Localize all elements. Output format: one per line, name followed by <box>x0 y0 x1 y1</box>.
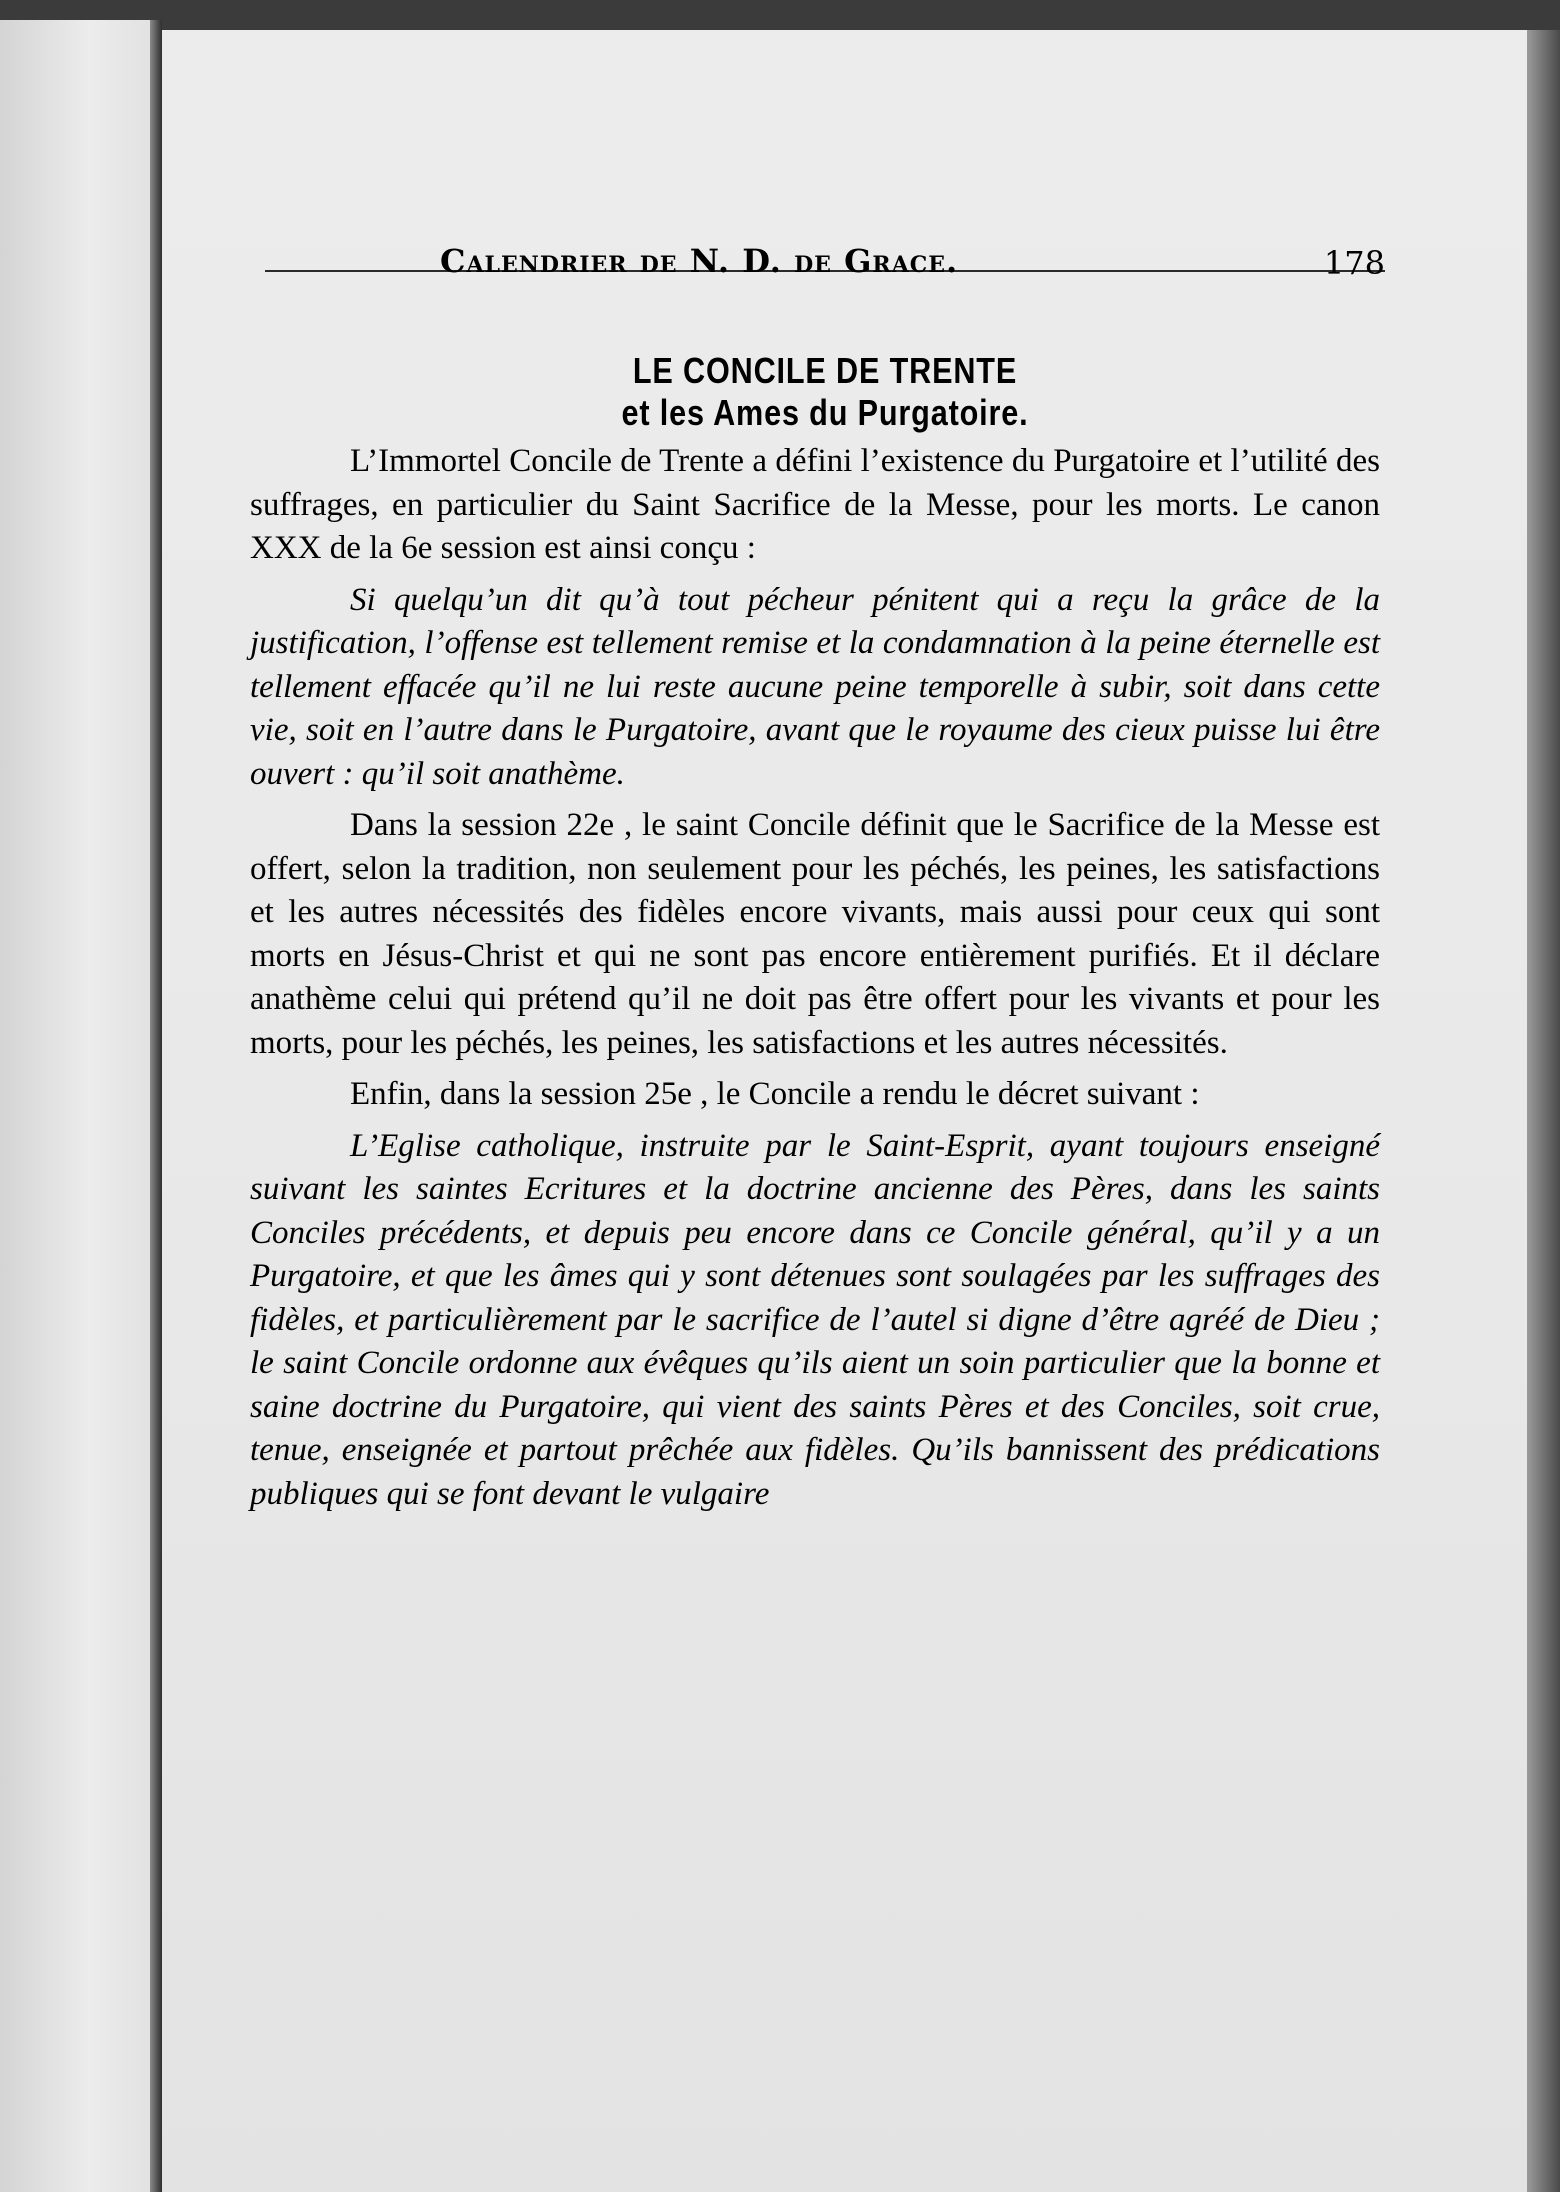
page-number: 178 <box>1323 244 1385 282</box>
paragraph: L’Eglise catholique, instruite par le Saint-Esprit, ayant toujours enseigné suivant les saintes Ecritures et la doctrine ancienne des Pères, dans les saints Conciles précédents, et depuis peu encore dans ce Concile général, qu’il y a un Purgatoire, et que les âmes qui y sont détenues sont soulagées par les suffrages des fidèles, et particulièrement par le sacrifice de l’autel si digne d’être agréé de Dieu ; le saint Concile ordonne aux évêques qu’ils aient un soin particulier que la bonne et saine doctrine du Purgatoire, qui vient des saints Pères et des Conciles, soit crue, tenue, enseignée et partout prêchée aux fidèles. Qu’ils bannissent des prédications publiques qui se font devant le vulgaire <box>250 1127 1380 1512</box>
title-line-1: LE CONCILE DE TRENTE <box>632 350 1018 391</box>
paragraph: Dans la session 22e , le saint Concile définit que le Sacrifice de la Messe est offert, selon la tradition, non seulement pour les péchés, les peines, les satisfactions et les autres nécessités des fidèles encore vivants, mais aussi pour ceux qui sont morts en Jésus-Christ et qui ne sont pas encore entièrement purifiés. Et il déclare anathème celui qui prétend qu’il ne doit pas être offert pour les vivants et pour les morts, pour les péchés, les peines, les satisfactions et les autres nécessités. <box>250 807 1380 1061</box>
article-body <box>250 440 1380 1516</box>
paragraph: Enfin, dans la session 25e , le Concile a rendu le décret suivant : <box>350 1076 1200 1112</box>
paragraph: L’Immortel Concile de Trente a défini l’existence du Purgatoire et l’utilité des suffrages, en particulier du Saint Sacrifice de la Messe, pour les morts. Le canon XXX de la 6e session est ainsi conçu : <box>250 443 1380 566</box>
running-title: Calendrier de N. D. de Grace. <box>440 242 959 280</box>
page-shadow <box>1527 30 1560 2192</box>
paragraph: Si quelqu’un dit qu’à tout pécheur pénitent qui a reçu la grâce de la justification, l’offense est tellement remise et la condamnation à la peine éternelle est tellement effacée qu’il ne lui reste aucune peine temporelle à subir, soit dans cette vie, soit en l’autre dans le Purgatoire, avant que le royaume des cieux puisse lui être ouvert : qu’il soit anathème. <box>250 581 1380 792</box>
book-gutter <box>150 20 162 2192</box>
running-header <box>265 200 1385 282</box>
article-title <box>265 350 1385 434</box>
facing-page-edge <box>0 20 150 2192</box>
title-line-2: et les Ames du Purgatoire. <box>621 392 1029 433</box>
